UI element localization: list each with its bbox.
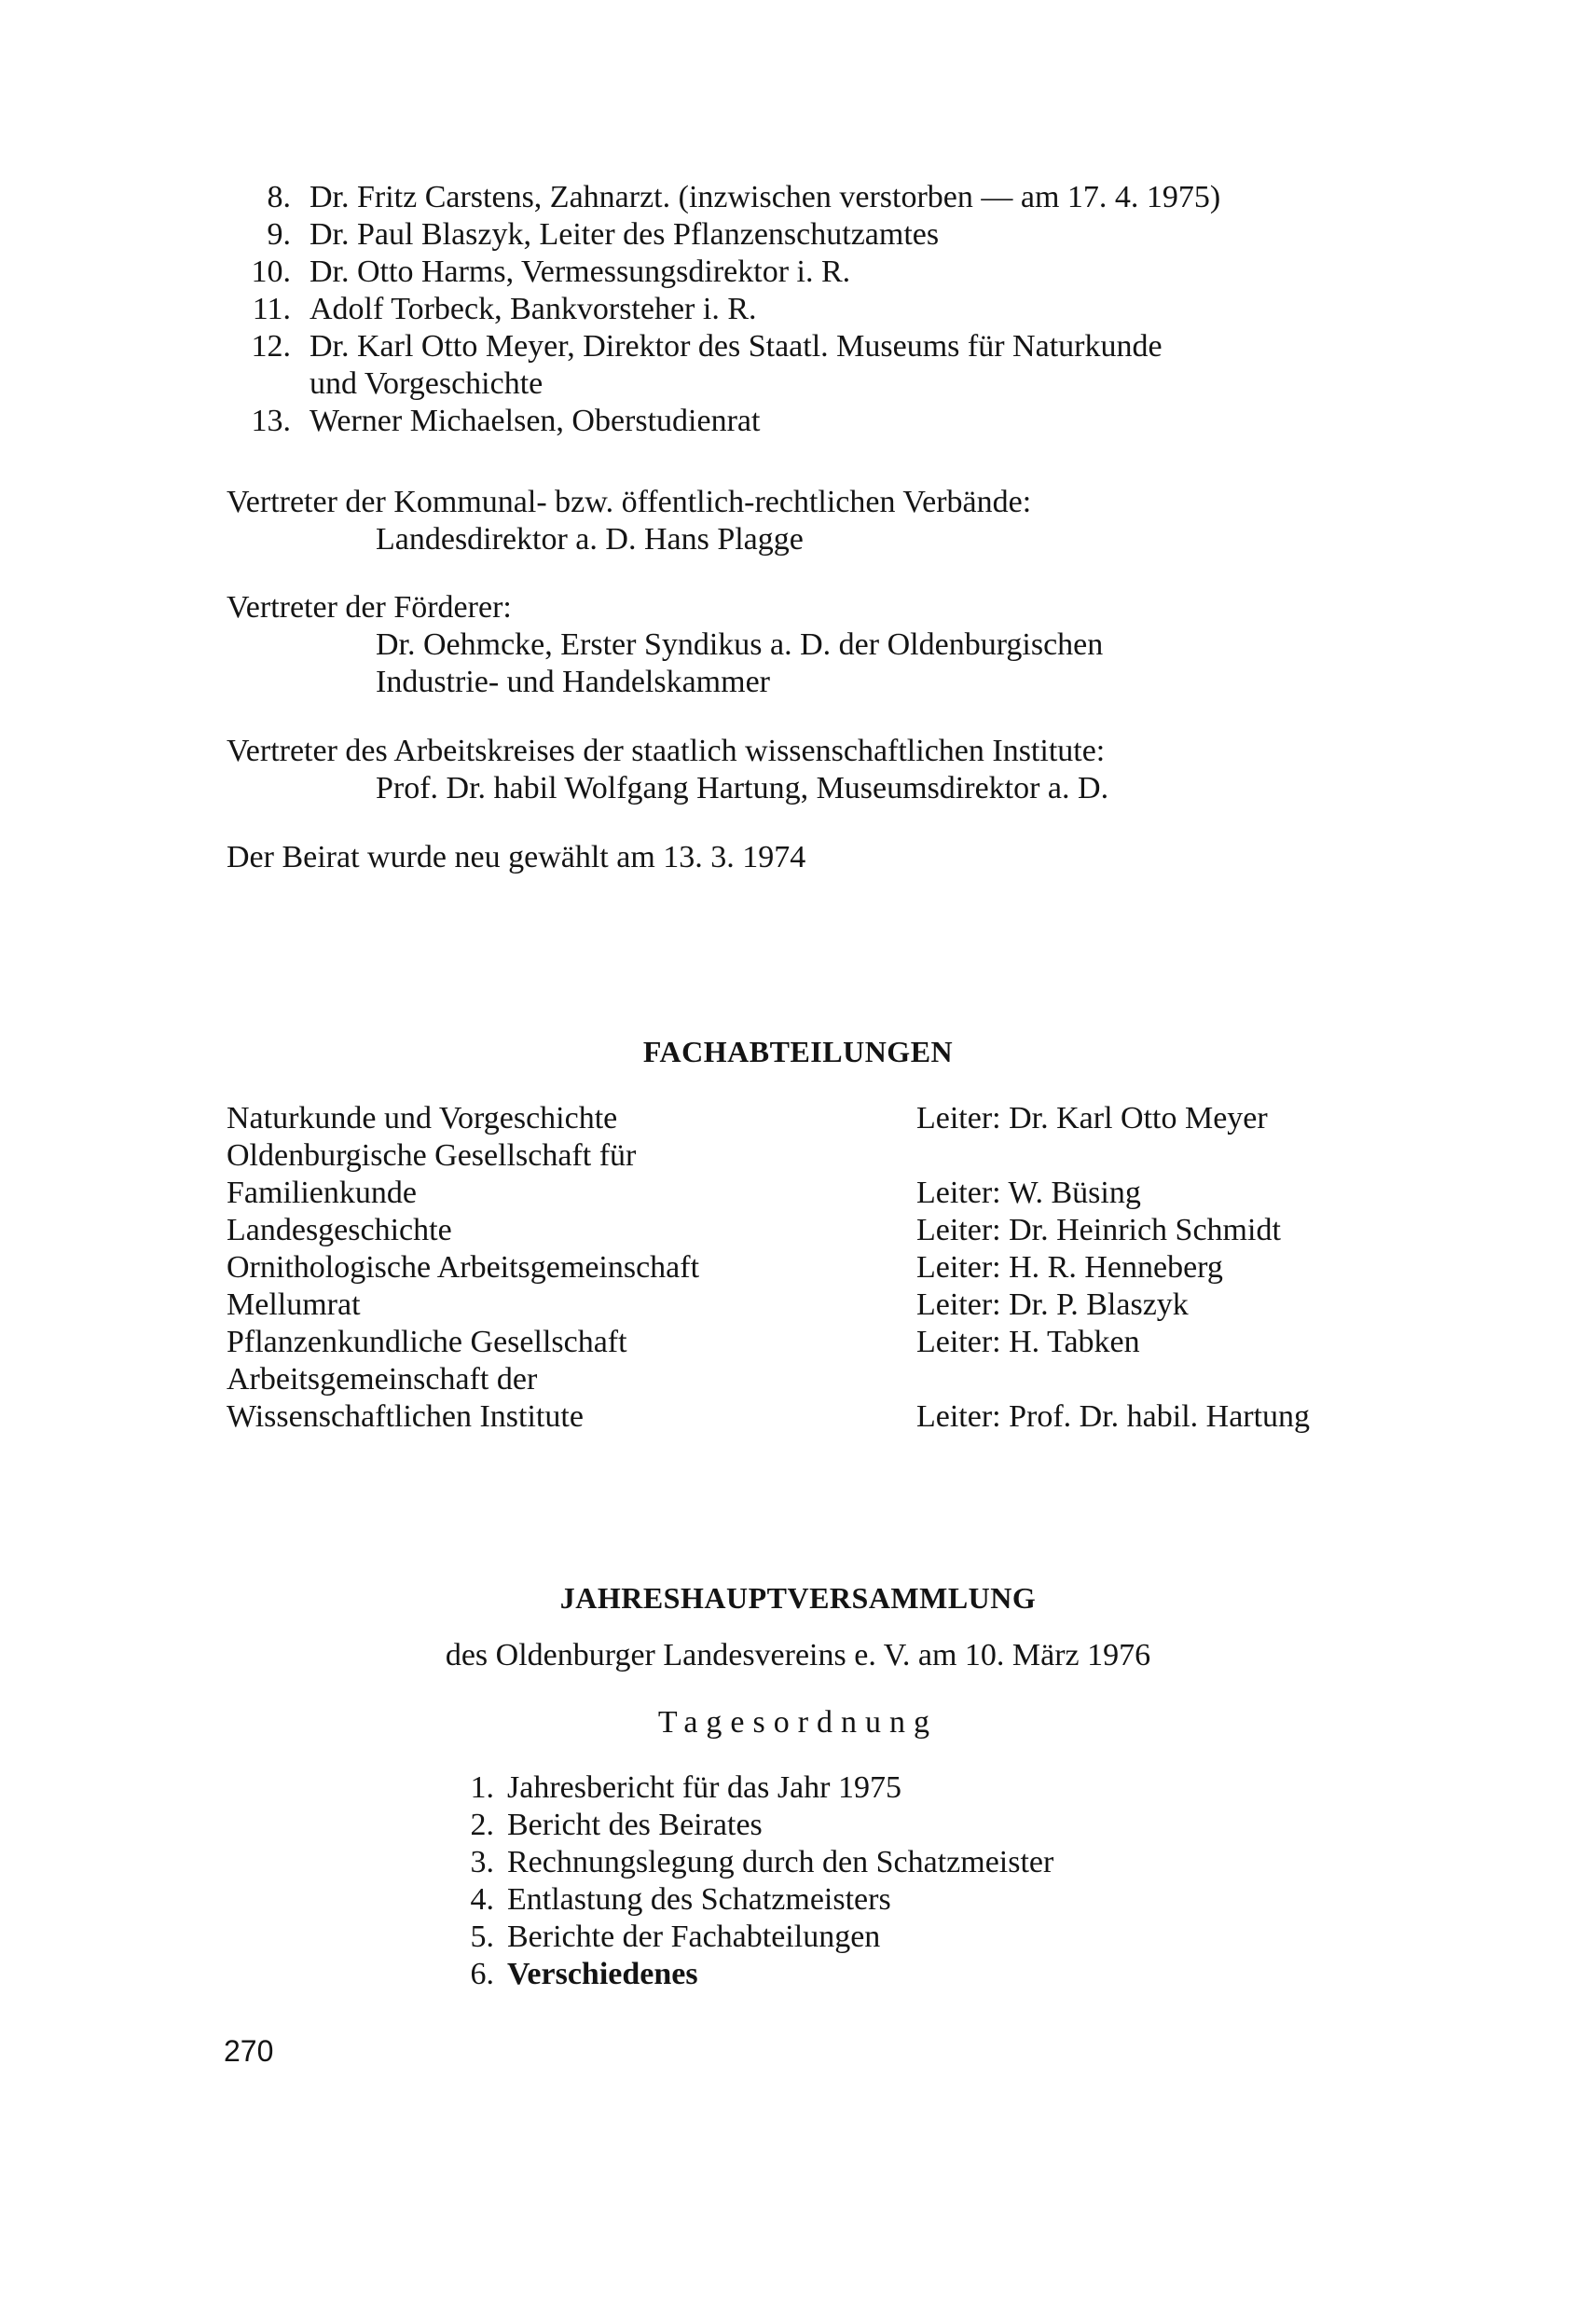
member-text-line: Dr. Karl Otto Meyer, Direktor des Staatl. Museums für Naturkunde [310, 329, 1163, 364]
department-leader [916, 1137, 1383, 1175]
member-number: 11. [252, 292, 291, 326]
department-leader [916, 1361, 1383, 1398]
meeting-subline: des Oldenburger Landesvereins e. V. am 10. März 1976 [445, 1638, 1151, 1672]
department-leader: Leiter: Prof. Dr. habil. Hartung [916, 1399, 1311, 1434]
department-leader: Leiter: H. R. Henneberg [916, 1250, 1223, 1285]
fachabteilungen-heading: FACHABTEILUNGEN [642, 1035, 954, 1068]
agenda-text: Jahresbericht für das Jahr 1975 [507, 1770, 901, 1805]
member-item [224, 291, 1398, 328]
agenda-number: 2. [470, 1808, 494, 1842]
member-item [224, 216, 1398, 254]
representative-label: Vertreter der Förderer: [227, 590, 512, 625]
department-row [227, 1175, 1383, 1212]
member-text: Dr. Otto Harms, Vermessungsdirektor i. R. [310, 255, 851, 289]
member-number: 8. [267, 180, 291, 214]
member-text [310, 328, 1398, 403]
jahreshauptversammlung-heading: JAHRESHAUPTVERSAMMLUNG [559, 1581, 1037, 1615]
department-name: Arbeitsgemeinschaft der [227, 1362, 538, 1397]
department-row [227, 1137, 1383, 1175]
member-item [224, 179, 1398, 216]
representative-name: Dr. Oehmcke, Erster Syndikus a. D. der Oldenburgischen [376, 627, 1104, 662]
department-name: Pflanzenkundliche Gesellschaft [227, 1325, 627, 1359]
member-text: Adolf Torbeck, Bankvorsteher i. R. [310, 292, 757, 326]
member-text-continuation: und Vorgeschichte [310, 366, 543, 401]
agenda-text: Bericht des Beirates [507, 1808, 763, 1842]
department-row [227, 1398, 1383, 1436]
election-note: Der Beirat wurde neu gewählt am 13. 3. 1974 [227, 840, 806, 874]
department-row [227, 1249, 1383, 1287]
agenda-number: 5. [470, 1920, 494, 1954]
department-row [227, 1100, 1383, 1137]
member-number: 10. [251, 255, 291, 289]
department-name: Ornithologische Arbeitsgemeinschaft [227, 1250, 700, 1285]
member-number: 13. [251, 404, 291, 438]
agenda-number: 3. [470, 1845, 494, 1879]
member-item [224, 254, 1398, 291]
department-leader: Leiter: Dr. Heinrich Schmidt [916, 1213, 1281, 1247]
department-row [227, 1361, 1383, 1398]
representative-name: Prof. Dr. habil Wolfgang Hartung, Museumsdirektor a. D. [376, 771, 1109, 805]
department-leader: Leiter: W. Büsing [916, 1176, 1141, 1210]
agenda-item [457, 1807, 1296, 1844]
member-item [224, 403, 1398, 440]
agenda-text: Verschiedenes [507, 1957, 698, 1991]
agenda-list [457, 1769, 1296, 1993]
agenda-number: 1. [470, 1770, 494, 1805]
department-name: Landesgeschichte [227, 1213, 452, 1247]
department-leader: Leiter: H. Tabken [916, 1325, 1140, 1359]
member-number: 12. [251, 329, 291, 364]
representative-name: Landesdirektor a. D. Hans Plagge [376, 522, 804, 557]
department-name: Wissenschaftlichen Institute [227, 1399, 584, 1434]
department-leader: Leiter: Dr. P. Blaszyk [916, 1287, 1189, 1322]
member-text: Dr. Paul Blaszyk, Leiter des Pflanzenschutzamtes [310, 217, 940, 252]
representative-block [227, 484, 1392, 558]
agenda-item [457, 1881, 1296, 1919]
department-row [227, 1212, 1383, 1249]
department-table [227, 1100, 1383, 1436]
agenda-text: Berichte der Fachabteilungen [507, 1920, 881, 1954]
agenda-item [457, 1956, 1296, 1993]
agenda-number: 6. [470, 1957, 494, 1991]
department-name: Oldenburgische Gesellschaft für [227, 1138, 637, 1173]
department-row [227, 1287, 1383, 1324]
representative-label: Vertreter der Kommunal- bzw. öffentlich-rechtlichen Verbände: [227, 485, 1032, 519]
representative-block [227, 733, 1392, 807]
department-name: Familienkunde [227, 1176, 417, 1210]
department-name: Naturkunde und Vorgeschichte [227, 1101, 618, 1135]
department-row [227, 1324, 1383, 1361]
agenda-item [457, 1844, 1296, 1881]
representative-name-continuation: Industrie- und Handelskammer [376, 665, 770, 699]
agenda-item [457, 1769, 1296, 1807]
agenda-title: Tagesordnung [657, 1705, 939, 1740]
department-name: Mellumrat [227, 1287, 361, 1322]
member-text: Werner Michaelsen, Oberstudienrat [310, 404, 761, 438]
department-leader: Leiter: Dr. Karl Otto Meyer [916, 1101, 1268, 1135]
agenda-item [457, 1919, 1296, 1956]
agenda-number: 4. [470, 1882, 494, 1917]
page-number: 270 [224, 2034, 274, 2068]
agenda-text: Entlastung des Schatzmeisters [507, 1882, 891, 1917]
agenda-text: Rechnungslegung durch den Schatzmeister [507, 1845, 1054, 1879]
board-member-list [224, 179, 1398, 440]
representative-block [227, 589, 1392, 701]
member-text: Dr. Fritz Carstens, Zahnarzt. (inzwischen verstorben — am 17. 4. 1975) [310, 180, 1221, 214]
member-item [224, 328, 1398, 403]
representative-label: Vertreter des Arbeitskreises der staatlich wissenschaftlichen Institute: [227, 734, 1106, 768]
member-number: 9. [267, 217, 291, 252]
